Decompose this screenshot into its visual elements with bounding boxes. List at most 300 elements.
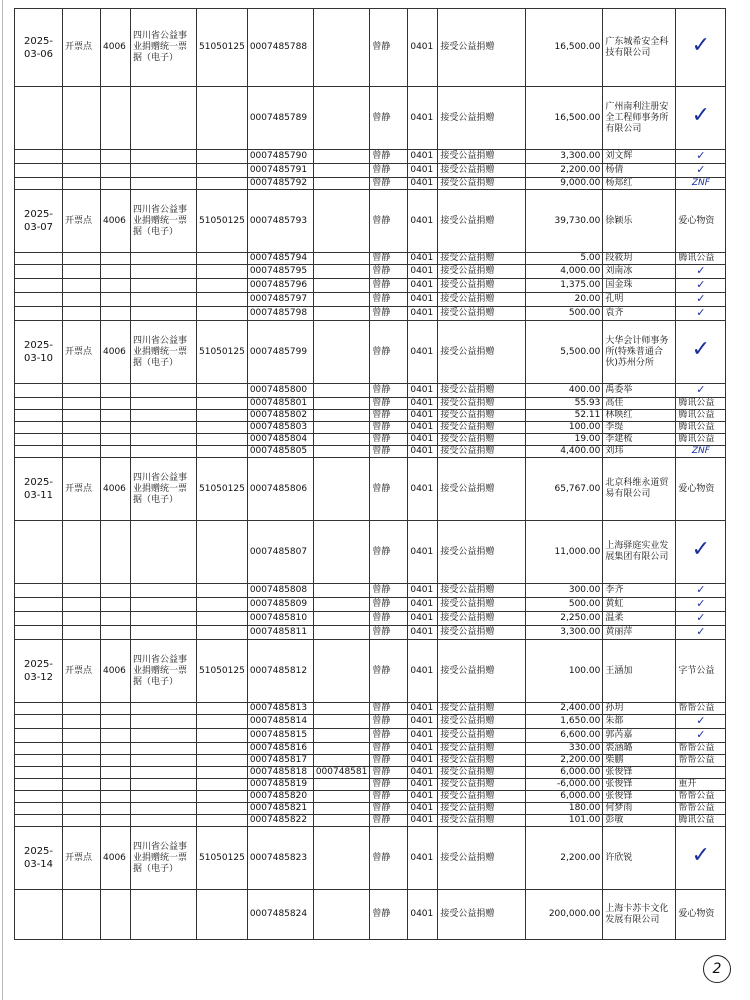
code-cell (101, 279, 131, 293)
note-cell: 爱心物资 (676, 190, 726, 253)
bill-no-cell: 0007485790 (247, 150, 313, 164)
description-cell: 接受公益捐赠 (438, 9, 526, 87)
handler-cell: 曾静 (370, 715, 408, 729)
bill-type-cell (131, 398, 197, 410)
handler-cell: 曾静 (370, 612, 408, 626)
checkmark-icon: ✓ (696, 583, 706, 596)
item-code-cell: 0401 (408, 827, 438, 890)
bill-code-cell (197, 890, 248, 940)
amount-cell: 2,250.00 (526, 612, 603, 626)
bill-code-cell (197, 767, 248, 779)
note-cell (676, 521, 726, 584)
place-cell (63, 293, 101, 307)
amount-cell: 19.00 (526, 434, 603, 446)
note-cell: 腾讯公益 (676, 398, 726, 410)
checkmark-icon: ✓ (696, 306, 706, 319)
code-cell (101, 791, 131, 803)
note-cell: 帮帮公益 (676, 703, 726, 715)
orig-no-cell (313, 321, 370, 384)
place-cell (63, 815, 101, 827)
date-cell: 2025-03-11 (15, 458, 63, 521)
handler-cell: 曾静 (370, 307, 408, 321)
bill-type-cell (131, 307, 197, 321)
handwritten-mark: ZNF (691, 446, 710, 456)
table-row (15, 321, 726, 384)
donor-cell: 高佳 (603, 398, 676, 410)
orig-no-cell (313, 803, 370, 815)
place-cell (63, 164, 101, 178)
item-code-cell: 0401 (408, 190, 438, 253)
code-cell: 4006 (101, 458, 131, 521)
donor-cell: 林映红 (603, 410, 676, 422)
donor-cell: 何梦雨 (603, 803, 676, 815)
note-cell (676, 729, 726, 743)
bill-code-cell (197, 715, 248, 729)
description-cell: 接受公益捐赠 (438, 791, 526, 803)
checkmark-icon: ✓ (696, 728, 706, 741)
code-cell (101, 265, 131, 279)
amount-cell: 55.93 (526, 398, 603, 410)
table-row (15, 715, 726, 729)
bill-no-cell: 0007485818 (247, 767, 313, 779)
handler-cell: 曾静 (370, 422, 408, 434)
handler-cell: 曾静 (370, 293, 408, 307)
ledger-sheet (14, 8, 726, 940)
table-row (15, 293, 726, 307)
note-cell (676, 307, 726, 321)
bill-type-cell (131, 521, 197, 584)
donor-cell: 广东城希安全科技有限公司 (603, 9, 676, 87)
bill-no-cell: 0007485803 (247, 422, 313, 434)
date-cell (15, 584, 63, 598)
place-cell (63, 279, 101, 293)
handler-cell: 曾静 (370, 743, 408, 755)
bill-code-cell (197, 598, 248, 612)
orig-no-cell (313, 640, 370, 703)
code-cell (101, 626, 131, 640)
code-cell (101, 729, 131, 743)
note-cell (676, 384, 726, 398)
description-cell: 接受公益捐赠 (438, 626, 526, 640)
bill-type-cell (131, 715, 197, 729)
table-row (15, 755, 726, 767)
item-code-cell: 0401 (408, 626, 438, 640)
code-cell (101, 612, 131, 626)
code-cell (101, 584, 131, 598)
bill-type-cell (131, 703, 197, 715)
amount-cell: 3,300.00 (526, 150, 603, 164)
place-cell (63, 178, 101, 190)
handler-cell: 曾静 (370, 803, 408, 815)
bill-code-cell (197, 398, 248, 410)
bill-type-cell: 四川省公益事业捐赠统一票据（电子） (131, 190, 197, 253)
table-row (15, 265, 726, 279)
amount-cell: 100.00 (526, 640, 603, 703)
amount-cell: 4,000.00 (526, 265, 603, 279)
donor-cell: 国金珠 (603, 279, 676, 293)
date-cell (15, 715, 63, 729)
bill-type-cell (131, 253, 197, 265)
table-row (15, 779, 726, 791)
bill-code-cell (197, 279, 248, 293)
bill-no-cell: 0007485821 (247, 803, 313, 815)
date-cell (15, 422, 63, 434)
date-cell (15, 164, 63, 178)
item-code-cell: 0401 (408, 521, 438, 584)
amount-cell: 3,300.00 (526, 626, 603, 640)
handler-cell: 曾静 (370, 827, 408, 890)
amount-cell: 65,767.00 (526, 458, 603, 521)
item-code-cell: 0401 (408, 384, 438, 398)
place-cell: 开票点 (63, 321, 101, 384)
place-cell (63, 422, 101, 434)
orig-no-cell (313, 743, 370, 755)
table-row (15, 815, 726, 827)
item-code-cell: 0401 (408, 422, 438, 434)
description-cell: 接受公益捐赠 (438, 612, 526, 626)
handler-cell: 曾静 (370, 190, 408, 253)
table-row (15, 87, 726, 150)
bill-type-cell: 四川省公益事业捐赠统一票据（电子） (131, 458, 197, 521)
table-row (15, 422, 726, 434)
bill-code-cell (197, 755, 248, 767)
date-cell (15, 87, 63, 150)
bill-code-cell: 51050125 (197, 9, 248, 87)
table-row (15, 640, 726, 703)
table-row (15, 398, 726, 410)
bill-code-cell (197, 743, 248, 755)
amount-cell: 11,000.00 (526, 521, 603, 584)
bill-code-cell (197, 265, 248, 279)
bill-type-cell (131, 598, 197, 612)
donor-cell: 彭敏 (603, 815, 676, 827)
description-cell: 接受公益捐赠 (438, 458, 526, 521)
handler-cell: 曾静 (370, 626, 408, 640)
place-cell (63, 434, 101, 446)
item-code-cell: 0401 (408, 458, 438, 521)
donation-ledger-table (14, 8, 726, 940)
bill-type-cell (131, 150, 197, 164)
bill-type-cell (131, 164, 197, 178)
description-cell: 接受公益捐赠 (438, 150, 526, 164)
bill-no-cell: 0007485824 (247, 890, 313, 940)
orig-no-cell (313, 890, 370, 940)
bill-code-cell (197, 446, 248, 458)
handler-cell: 曾静 (370, 791, 408, 803)
note-cell (676, 827, 726, 890)
bill-code-cell (197, 612, 248, 626)
orig-no-cell (313, 729, 370, 743)
place-cell: 开票点 (63, 190, 101, 253)
date-cell (15, 803, 63, 815)
description-cell: 接受公益捐赠 (438, 729, 526, 743)
amount-cell: 500.00 (526, 598, 603, 612)
bill-code-cell (197, 422, 248, 434)
handler-cell: 曾静 (370, 458, 408, 521)
date-cell (15, 767, 63, 779)
amount-cell: 330.00 (526, 743, 603, 755)
orig-no-cell (313, 715, 370, 729)
bill-code-cell (197, 815, 248, 827)
code-cell (101, 150, 131, 164)
bill-type-cell (131, 815, 197, 827)
bill-type-cell (131, 293, 197, 307)
code-cell (101, 178, 131, 190)
amount-cell: 52.11 (526, 410, 603, 422)
item-code-cell: 0401 (408, 265, 438, 279)
code-cell (101, 803, 131, 815)
date-cell (15, 253, 63, 265)
donor-cell: 袁齐 (603, 307, 676, 321)
place-cell (63, 703, 101, 715)
date-cell (15, 293, 63, 307)
amount-cell: 9,000.00 (526, 178, 603, 190)
donor-cell: 段筱玥 (603, 253, 676, 265)
code-cell (101, 87, 131, 150)
donor-cell: 温柔 (603, 612, 676, 626)
description-cell: 接受公益捐赠 (438, 521, 526, 584)
table-row (15, 178, 726, 190)
bill-type-cell (131, 265, 197, 279)
code-cell: 4006 (101, 827, 131, 890)
bill-type-cell (131, 729, 197, 743)
bill-code-cell (197, 584, 248, 598)
item-code-cell: 0401 (408, 890, 438, 940)
description-cell: 接受公益捐赠 (438, 890, 526, 940)
orig-no-cell (313, 584, 370, 598)
checkmark-icon: ✓ (696, 149, 706, 162)
note-cell (676, 164, 726, 178)
description-cell: 接受公益捐赠 (438, 422, 526, 434)
note-cell: 帮帮公益 (676, 803, 726, 815)
date-cell (15, 729, 63, 743)
date-cell (15, 755, 63, 767)
donor-cell: 上海驿庭实业发展集团有限公司 (603, 521, 676, 584)
code-cell (101, 398, 131, 410)
item-code-cell: 0401 (408, 87, 438, 150)
place-cell (63, 253, 101, 265)
date-cell: 2025-03-14 (15, 827, 63, 890)
place-cell (63, 743, 101, 755)
note-cell: 重开 (676, 779, 726, 791)
page-number: 2 (703, 955, 731, 983)
amount-cell: 39,730.00 (526, 190, 603, 253)
amount-cell: 2,200.00 (526, 164, 603, 178)
item-code-cell: 0401 (408, 446, 438, 458)
handler-cell: 曾静 (370, 434, 408, 446)
item-code-cell: 0401 (408, 815, 438, 827)
note-cell (676, 9, 726, 87)
place-cell (63, 715, 101, 729)
code-cell (101, 293, 131, 307)
handler-cell: 曾静 (370, 890, 408, 940)
bill-type-cell (131, 422, 197, 434)
bill-type-cell: 四川省公益事业捐赠统一票据（电子） (131, 827, 197, 890)
place-cell: 开票点 (63, 458, 101, 521)
note-cell (676, 178, 726, 190)
amount-cell: 16,500.00 (526, 9, 603, 87)
donor-cell: 孔明 (603, 293, 676, 307)
checkmark-icon: ✓ (696, 714, 706, 727)
note-cell: 帮帮公益 (676, 743, 726, 755)
amount-cell: -6,000.00 (526, 779, 603, 791)
bill-no-cell: 0007485797 (247, 293, 313, 307)
handler-cell: 曾静 (370, 265, 408, 279)
note-cell: 腾讯公益 (676, 410, 726, 422)
code-cell (101, 715, 131, 729)
note-cell: 腾讯公益 (676, 815, 726, 827)
orig-no-cell (313, 384, 370, 398)
description-cell: 接受公益捐赠 (438, 293, 526, 307)
bill-no-cell: 0007485798 (247, 307, 313, 321)
bill-type-cell (131, 446, 197, 458)
item-code-cell: 0401 (408, 178, 438, 190)
amount-cell: 16,500.00 (526, 87, 603, 150)
orig-no-cell (313, 598, 370, 612)
bill-type-cell (131, 584, 197, 598)
place-cell (63, 755, 101, 767)
orig-no-cell (313, 626, 370, 640)
description-cell: 接受公益捐赠 (438, 703, 526, 715)
note-cell (676, 87, 726, 150)
bill-code-cell (197, 521, 248, 584)
description-cell: 接受公益捐赠 (438, 164, 526, 178)
code-cell (101, 755, 131, 767)
checkmark-icon: ✓ (691, 843, 711, 868)
bill-no-cell: 0007485799 (247, 321, 313, 384)
handler-cell: 曾静 (370, 598, 408, 612)
amount-cell: 2,200.00 (526, 827, 603, 890)
orig-no-cell (313, 612, 370, 626)
bill-type-cell: 四川省公益事业捐赠统一票据（电子） (131, 321, 197, 384)
bill-code-cell: 51050125 (197, 827, 248, 890)
code-cell (101, 521, 131, 584)
bill-no-cell: 0007485822 (247, 815, 313, 827)
code-cell (101, 598, 131, 612)
item-code-cell: 0401 (408, 253, 438, 265)
amount-cell: 100.00 (526, 422, 603, 434)
table-row (15, 446, 726, 458)
bill-code-cell (197, 791, 248, 803)
bill-type-cell (131, 743, 197, 755)
note-cell: 爱心物资 (676, 458, 726, 521)
donor-cell: 上海卡苏卡文化发展有限公司 (603, 890, 676, 940)
bill-code-cell (197, 779, 248, 791)
date-cell (15, 791, 63, 803)
orig-no-cell (313, 253, 370, 265)
bill-code-cell: 51050125 (197, 190, 248, 253)
bill-type-cell (131, 410, 197, 422)
amount-cell: 20.00 (526, 293, 603, 307)
date-cell (15, 150, 63, 164)
code-cell (101, 253, 131, 265)
bill-code-cell (197, 626, 248, 640)
item-code-cell: 0401 (408, 743, 438, 755)
bill-type-cell (131, 612, 197, 626)
bill-no-cell: 0007485808 (247, 584, 313, 598)
donor-cell: 徐颖乐 (603, 190, 676, 253)
bill-type-cell (131, 803, 197, 815)
handler-cell: 曾静 (370, 279, 408, 293)
handler-cell: 曾静 (370, 87, 408, 150)
description-cell: 接受公益捐赠 (438, 715, 526, 729)
table-row (15, 307, 726, 321)
amount-cell: 1,650.00 (526, 715, 603, 729)
donor-cell: 黄丽萍 (603, 626, 676, 640)
table-row (15, 612, 726, 626)
orig-no-cell (313, 458, 370, 521)
description-cell: 接受公益捐赠 (438, 87, 526, 150)
orig-no-cell (313, 434, 370, 446)
note-cell: 爱心物资 (676, 890, 726, 940)
code-cell (101, 307, 131, 321)
description-cell: 接受公益捐赠 (438, 584, 526, 598)
handler-cell: 曾静 (370, 178, 408, 190)
item-code-cell: 0401 (408, 598, 438, 612)
checkmark-icon: ✓ (691, 337, 711, 362)
handler-cell: 曾静 (370, 398, 408, 410)
table-row (15, 827, 726, 890)
description-cell: 接受公益捐赠 (438, 755, 526, 767)
item-code-cell: 0401 (408, 279, 438, 293)
bill-no-cell: 0007485802 (247, 410, 313, 422)
amount-cell: 400.00 (526, 384, 603, 398)
table-row (15, 521, 726, 584)
checkmark-icon: ✓ (696, 383, 706, 396)
amount-cell: 180.00 (526, 803, 603, 815)
place-cell (63, 521, 101, 584)
description-cell: 接受公益捐赠 (438, 178, 526, 190)
date-cell (15, 279, 63, 293)
bill-no-cell: 0007485814 (247, 715, 313, 729)
donor-cell: 张俊锋 (603, 791, 676, 803)
date-cell (15, 384, 63, 398)
bill-code-cell (197, 87, 248, 150)
table-row (15, 743, 726, 755)
amount-cell: 2,400.00 (526, 703, 603, 715)
place-cell (63, 307, 101, 321)
description-cell: 接受公益捐赠 (438, 307, 526, 321)
description-cell: 接受公益捐赠 (438, 803, 526, 815)
item-code-cell: 0401 (408, 779, 438, 791)
table-row (15, 803, 726, 815)
item-code-cell: 0401 (408, 767, 438, 779)
date-cell (15, 779, 63, 791)
handler-cell: 曾静 (370, 767, 408, 779)
date-cell (15, 398, 63, 410)
orig-no-cell (313, 779, 370, 791)
checkmark-icon: ✓ (691, 32, 711, 58)
donor-cell: 广州南利注册安全工程师事务所有限公司 (603, 87, 676, 150)
bill-no-cell: 0007485810 (247, 612, 313, 626)
item-code-cell: 0401 (408, 729, 438, 743)
table-row (15, 729, 726, 743)
bill-no-cell: 0007485811 (247, 626, 313, 640)
item-code-cell: 0401 (408, 755, 438, 767)
handler-cell: 曾静 (370, 521, 408, 584)
orig-no-cell (313, 755, 370, 767)
bill-no-cell: 0007485800 (247, 384, 313, 398)
description-cell: 接受公益捐赠 (438, 446, 526, 458)
bill-code-cell (197, 293, 248, 307)
handler-cell: 曾静 (370, 703, 408, 715)
item-code-cell: 0401 (408, 410, 438, 422)
donor-cell: 郭芮嘉 (603, 729, 676, 743)
donor-cell: 张俊锋 (603, 779, 676, 791)
date-cell (15, 703, 63, 715)
handler-cell: 曾静 (370, 779, 408, 791)
orig-no-cell (313, 307, 370, 321)
